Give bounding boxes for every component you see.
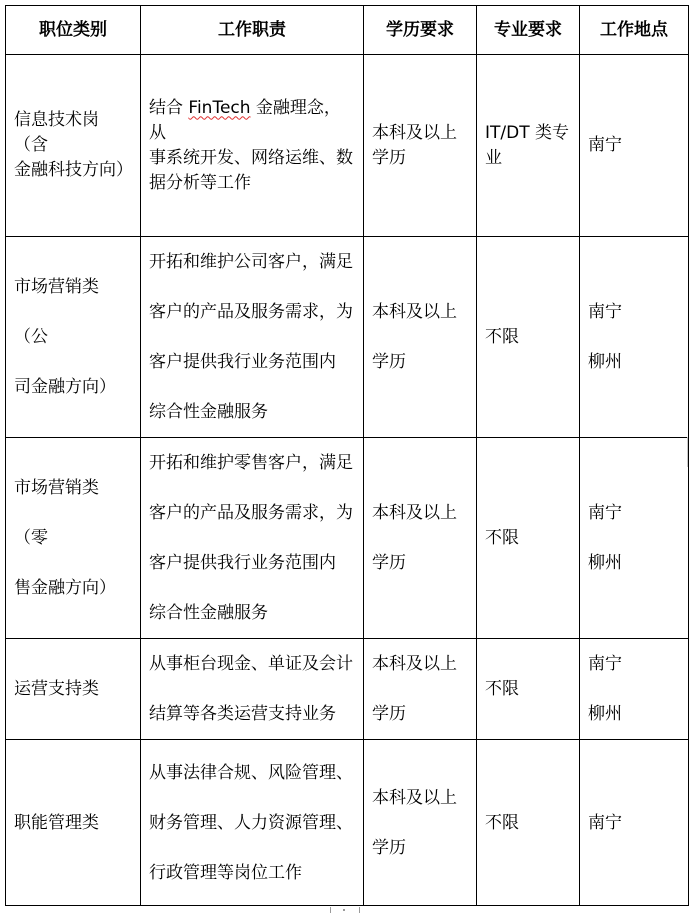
category-cell: 市场营销类（公 司金融方向） — [6, 237, 141, 438]
location-cell: 南宁 柳州 — [580, 237, 689, 438]
header-category: 职位类别 — [6, 6, 141, 55]
table-row — [6, 438, 689, 639]
page-edge-dot — [343, 909, 345, 911]
location-cell: 南宁 — [580, 55, 689, 237]
location-cell: 南宁 — [580, 740, 689, 906]
table-row — [6, 639, 689, 740]
major-cell: 不限 — [477, 740, 580, 906]
category-cell: 运营支持类 — [6, 639, 141, 740]
education-cell: 本科及以上 学历 — [364, 55, 477, 237]
education-cell: 本科及以上 学历 — [364, 438, 477, 639]
header-row — [6, 6, 689, 55]
page-edge-marker — [330, 907, 360, 913]
spellcheck-underlined-word: FinTech — [188, 97, 251, 118]
education-cell: 本科及以上 学历 — [364, 740, 477, 906]
education-cell: 本科及以上 学历 — [364, 237, 477, 438]
major-cell: IT/DT 类专 业 — [477, 55, 580, 237]
major-cell: 不限 — [477, 438, 580, 639]
table-row — [6, 237, 689, 438]
location-cell: 南宁 柳州 — [580, 639, 689, 740]
duty-cell: 从事柜台现金、单证及会计 结算等各类运营支持业务 — [141, 639, 364, 740]
header-location: 工作地点 — [580, 6, 689, 55]
page-edge-tick — [687, 437, 692, 467]
major-cell: 不限 — [477, 639, 580, 740]
education-cell: 本科及以上 学历 — [364, 639, 477, 740]
category-cell: 市场营销类（零 售金融方向） — [6, 438, 141, 639]
location-cell: 南宁 柳州 — [580, 438, 689, 639]
category-cell: 职能管理类 — [6, 740, 141, 906]
duty-cell: 从事法律合规、风险管理、 财务管理、人力资源管理、 行政管理等岗位工作 — [141, 740, 364, 906]
category-cell: 信息技术岗（含 金融科技方向） — [6, 55, 141, 237]
duty-cell: 开拓和维护公司客户，满足 客户的产品及服务需求，为 客户提供我行业务范围内 综合性金融服务 — [141, 237, 364, 438]
table-row — [6, 55, 689, 237]
duty-cell: 结合 FinTech 金融理念，从 事系统开发、网络运维、数 据分析等工作 — [141, 55, 364, 237]
major-cell: 不限 — [477, 237, 580, 438]
header-education: 学历要求 — [364, 6, 477, 55]
duty-cell: 开拓和维护零售客户，满足 客户的产品及服务需求，为 客户提供我行业务范围内 综合性金融服务 — [141, 438, 364, 639]
header-major: 专业要求 — [477, 6, 580, 55]
table-row — [6, 740, 689, 906]
job-requirements-table — [5, 5, 689, 906]
header-duty: 工作职责 — [141, 6, 364, 55]
